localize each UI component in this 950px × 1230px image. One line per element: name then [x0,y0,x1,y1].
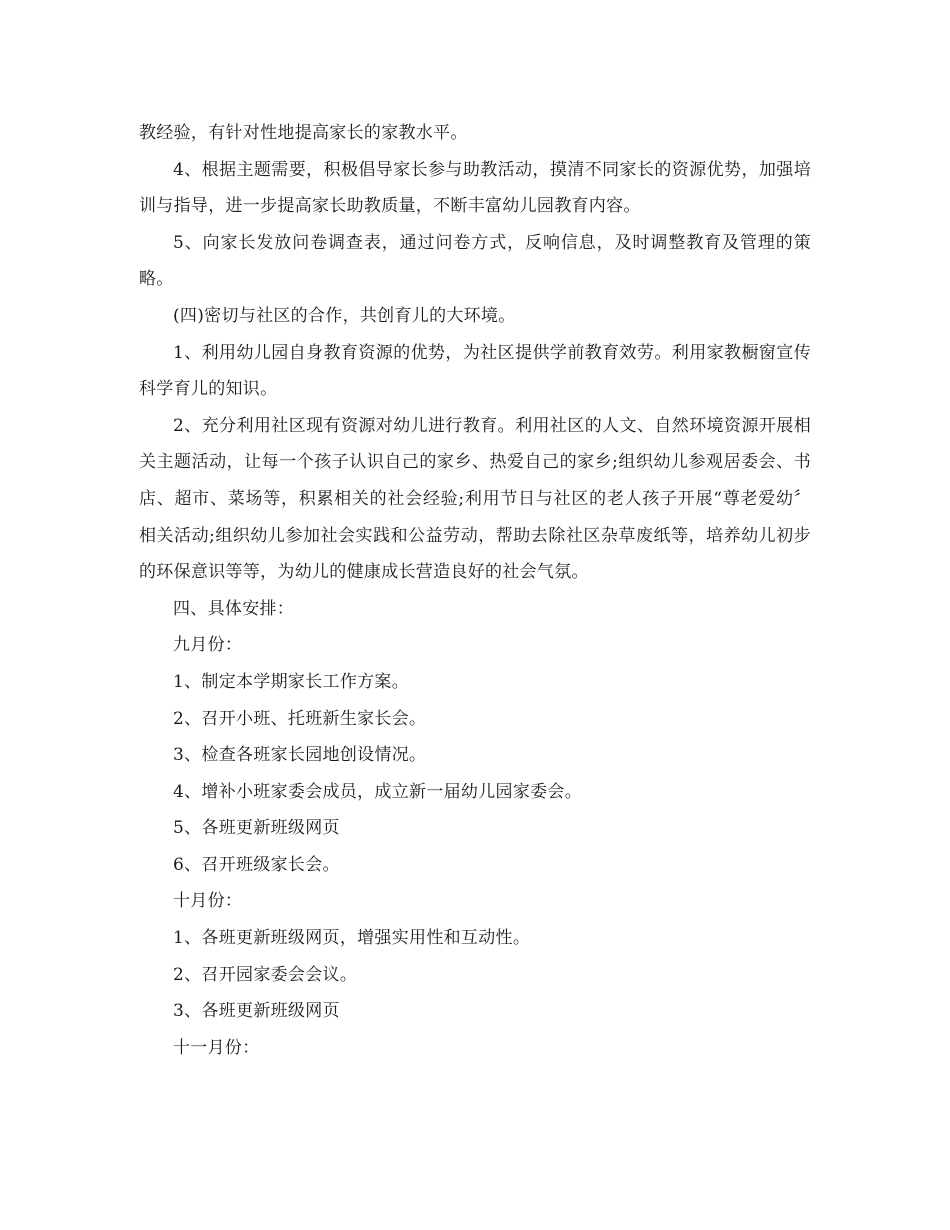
section-heading-schedule: 四、具体安排： [173,598,295,619]
month-heading-november: 十一月份： [173,1037,260,1058]
list-item: 3、检查各班家长园地创设情况。 [173,745,427,766]
list-item: 6、召开班级家长会。 [173,854,340,875]
month-heading-october: 十月份： [173,891,243,912]
paragraph-2: 4、根据主题需要，积极倡导家长参与助教活动，摸清不同家长的资源优势，加强培训与指导，进一步提高家长助教质量，不断丰富幼儿园教育内容。 [139,159,811,217]
paragraph-5: 1、利用幼儿园自身教育资源的优势，为社区提供学前教育效劳。利用家教橱窗宣传科学育儿的知识。 [139,342,811,400]
document-body [139,115,811,1066]
list-item: 5、各班更新班级网页 [173,818,340,839]
list-item: 2、召开园家委会会议。 [173,964,358,985]
list-item: 1、制定本学期家长工作方案。 [173,671,410,692]
month-heading-september: 九月份： [173,635,243,656]
paragraph-3: 5、向家长发放问卷调查表，通过问卷方式，反响信息，及时调整教育及管理的策略。 [139,232,811,290]
paragraph-1: 教经验，有针对性地提高家长的家教水平。 [139,123,468,143]
list-item: 4、增补小班家委会成员，成立新一届幼儿园家委会。 [173,781,583,802]
section-heading-community: (四)密切与社区的合作，共创育儿的大环境。 [173,305,516,326]
list-item: 1、各班更新班级网页，增强实用性和互动性。 [173,928,531,949]
list-item: 2、召开小班、托班新生家长会。 [173,708,427,729]
paragraph-6: 2、充分利用社区现有资源对幼儿进行教育。利用社区的人文、自然环境资源开展相关主题活动，让每一个孩子认识自己的家乡、热爱自己的家乡;组织幼儿参观居委会、书店、超市、菜场等，积累相关的社会经验;利用节日与社区的老人孩子开展“尊老爱幼〞相关活动;组织幼儿参加社会实践和公益劳动，帮助去除社区杂草废纸等，培养幼儿初步的环保意识等等，为幼儿的健康成长营造良好的社会气氛。 [139,415,811,583]
list-item: 3、各班更新班级网页 [173,1001,340,1022]
